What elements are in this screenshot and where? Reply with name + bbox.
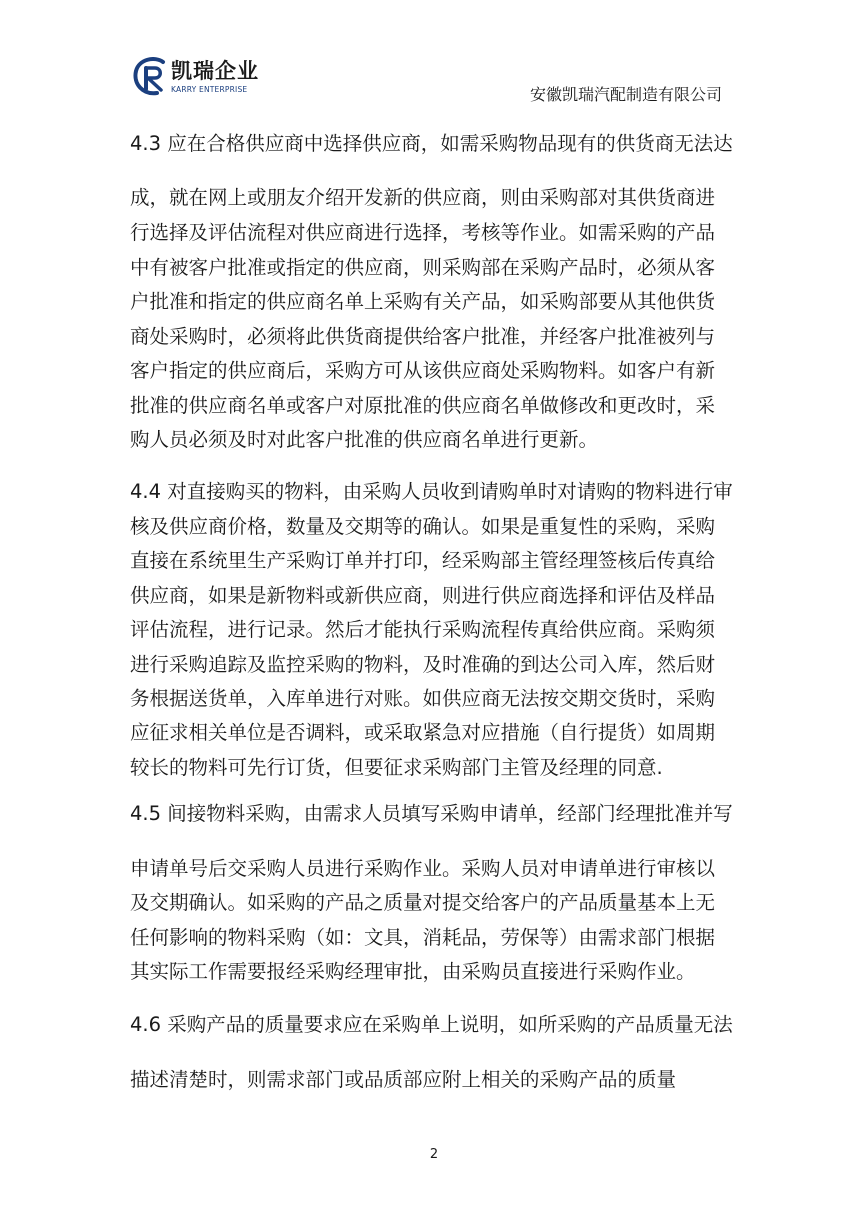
text-line: 进行采购追踪及监控采购的物料，及时准确的到达公司入库，然后财 [130, 653, 716, 676]
text-line: 核及供应商价格，数量及交期等的确认。如果是重复性的采购，采购 [130, 515, 716, 538]
text-line: 4.4 对直接购买的物料，由采购人员收到请购单时对请购的物料进行审 [130, 480, 733, 503]
logo-chinese-name: 凯瑞企业 [171, 59, 259, 83]
text-line: 评估流程，进行记录。然后才能执行采购流程传真给供应商。采购须 [130, 618, 716, 641]
text-line: 购人员必须及时对此客户批准的供应商名单进行更新。 [130, 428, 599, 451]
text-line: 成，就在网上或朋友介绍开发新的供应商，则由采购部对其供货商进 [130, 186, 716, 209]
page-number: 2 [429, 1147, 439, 1162]
text-line: 商处采购时，必须将此供货商提供给客户批准，并经客户批准被列与 [130, 325, 716, 348]
text-line: 4.5 间接物料采购，由需求人员填写采购申请单，经部门经理批准并写 [130, 802, 733, 825]
text-line: 客户指定的供应商后，采购方可从该供应商处采购物料。如客户有新 [130, 359, 716, 382]
text-line: 描述清楚时，则需求部门或品质部应附上相关的采购产品的质量 [130, 1068, 677, 1091]
text-line: 批准的供应商名单或客户对原批准的供应商名单做修改和更改时，采 [130, 394, 716, 417]
text-line: 务根据送货单，入库单进行对账。如供应商无法按交期交货时，采购 [130, 687, 716, 710]
text-line: 供应商，如果是新物料或新供应商，则进行供应商选择和评估及样品 [130, 584, 716, 607]
text-line: 及交期确认。如采购的产品之质量对提交给客户的产品质量基本上无 [130, 891, 716, 914]
text-line: 4.6 采购产品的质量要求应在采购单上说明，如所采购的产品质量无法 [130, 1013, 733, 1036]
text-line: 中有被客户批准或指定的供应商，则采购部在采购产品时，必须从客 [130, 256, 716, 279]
text-line: 其实际工作需要报经采购经理审批，由采购员直接进行采购作业。 [130, 960, 696, 983]
text-line: 任何影响的物料采购（如：文具，消耗品，劳保等）由需求部门根据 [130, 926, 716, 949]
text-line: 较长的物料可先行订货，但要征求采购部门主管及经理的同意. [130, 756, 663, 779]
text-line: 行选择及评估流程对供应商进行选择，考核等作业。如需采购的产品 [130, 221, 716, 244]
text-line: 直接在系统里生产采购订单并打印，经采购部主管经理签核后传真给 [130, 549, 716, 572]
text-line: 户批准和指定的供应商名单上采购有关产品，如采购部要从其他供货 [130, 290, 716, 313]
company-name: 安徽凯瑞汽配制造有限公司 [529, 85, 722, 104]
logo-english-name: KARRY ENTERPRISE [171, 85, 248, 94]
text-line: 申请单号后交采购人员进行采购作业。采购人员对申请单进行审核以 [130, 857, 716, 880]
text-line: 应征求相关单位是否调料，或采取紧急对应措施（自行提货）如周期 [130, 721, 716, 744]
text-line: 4.3 应在合格供应商中选择供应商，如需采购物品现有的供货商无法达 [130, 132, 733, 155]
